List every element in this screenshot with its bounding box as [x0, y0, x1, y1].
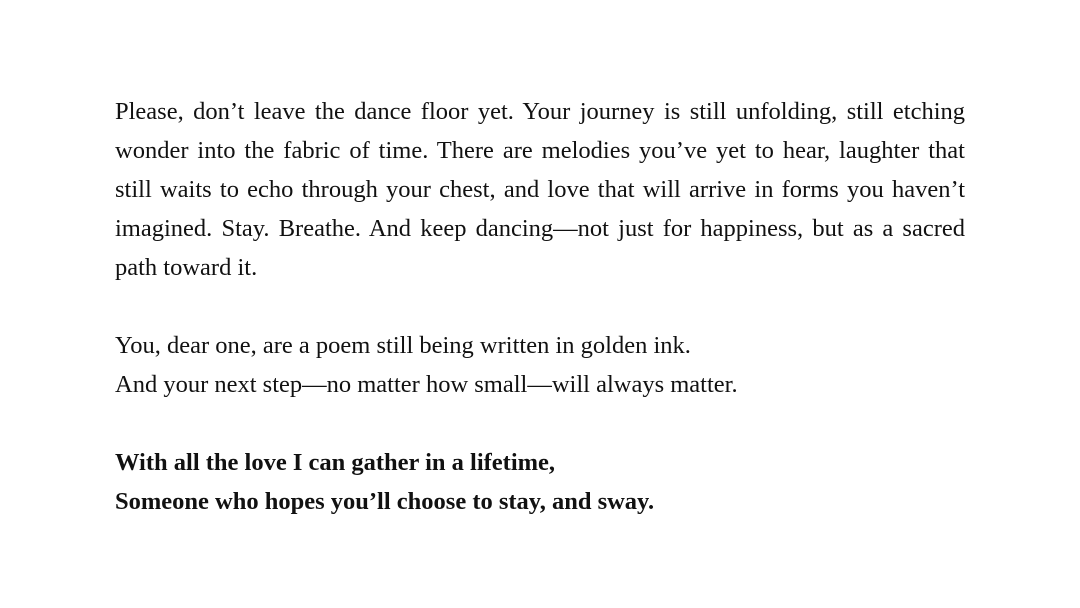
paragraph-main: Please, don’t leave the dance floor yet. Your journey is still unfolding, still etching wonder into the fabric of time. There are melodies you’ve yet to hear, laughter that still waits to echo through your chest, and love that will arrive in forms you haven’t imagined. Stay. Breathe. And keep dancing—not just for happiness, but as a sacred path toward it. — [115, 98, 965, 281]
paragraph-spacer — [115, 404, 965, 443]
paragraph-spacer — [115, 287, 965, 326]
poem-line: You, dear one, are a poem still being written in golden ink. — [115, 332, 691, 359]
signoff-line: With all the love I can gather in a lifetime, — [115, 449, 556, 476]
signoff — [115, 443, 965, 521]
letter-body — [115, 92, 965, 521]
signoff-signature: Someone who hopes you’ll choose to stay, and sway. — [115, 488, 655, 515]
poem-line: And your next step—no matter how small—will always matter. — [115, 371, 738, 398]
paragraph-poem — [115, 326, 965, 404]
